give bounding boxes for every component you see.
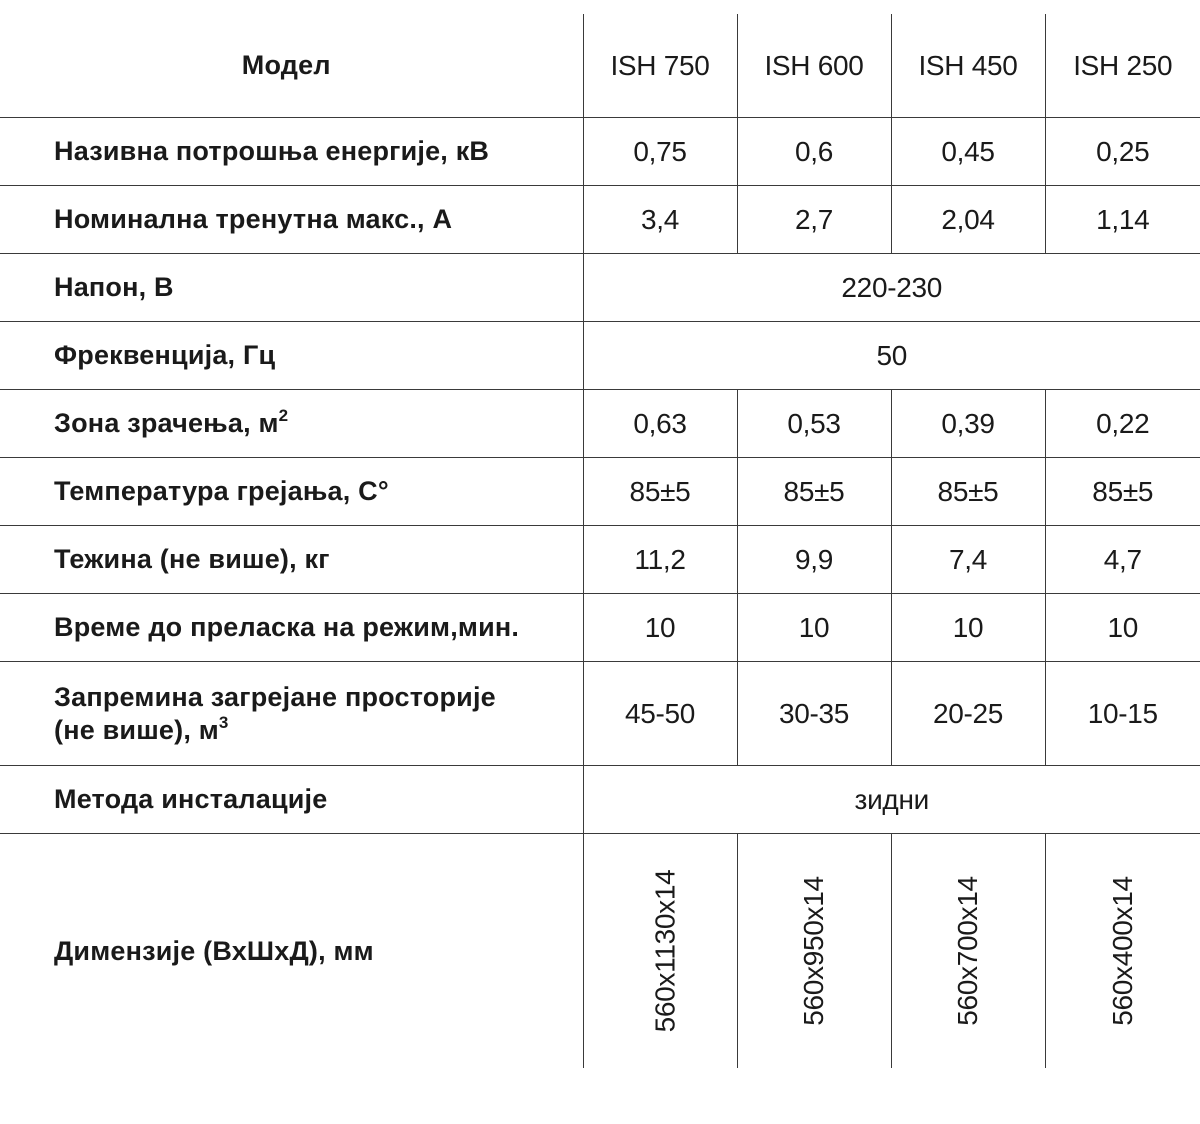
table-row [0,118,1200,186]
row-label: Називна потрошња енергије, кВ [0,118,583,186]
dimension-value: 560x950x14 [798,876,829,1026]
table-row [0,834,1200,1069]
value-cell: 45-50 [583,662,737,766]
value-cell: 7,4 [891,526,1045,594]
row-label-text: Зона зрачења, м [54,408,279,438]
row-label: Напон, В [0,254,583,322]
specifications-table [0,14,1200,1068]
table-row [0,254,1200,322]
row-label [0,390,583,458]
row-label: Тежина (не више), кг [0,526,583,594]
value-cell: 0,75 [583,118,737,186]
row-label: Време до преласка на режим,мин. [0,594,583,662]
row-label: Метода инсталације [0,766,583,834]
superscript: 2 [278,406,289,425]
value-cell: 0,63 [583,390,737,458]
table-row [0,458,1200,526]
superscript: 3 [218,712,229,732]
value-cell: 85±5 [891,458,1045,526]
value-cell: 85±5 [737,458,891,526]
table-row [0,390,1200,458]
dimension-cell [737,834,891,1069]
value-cell: 0,25 [1045,118,1200,186]
value-cell: 10-15 [1045,662,1200,766]
value-cell: 2,7 [737,186,891,254]
model-cell: ISH 750 [583,14,737,118]
table-row [0,186,1200,254]
model-cell: ISH 600 [737,14,891,118]
header-row [0,14,1200,118]
row-label: Фреквенција, Гц [0,322,583,390]
value-cell: 0,45 [891,118,1045,186]
row-label-line-2: (не више), м [54,714,219,745]
dimension-cell [583,834,737,1069]
value-cell: 1,14 [1045,186,1200,254]
value-cell: 0,53 [737,390,891,458]
dimension-cell [891,834,1045,1069]
dimension-value: 560x400x14 [1106,876,1138,1026]
header-model-label: Модел [0,14,583,118]
value-cell: 20-25 [891,662,1045,766]
value-cell: 30-35 [737,662,891,766]
value-cell: 9,9 [737,526,891,594]
value-cell: 10 [891,594,1045,662]
value-cell: 10 [737,594,891,662]
value-cell: 0,22 [1045,390,1200,458]
value-cell: 10 [583,594,737,662]
value-cell: 85±5 [583,458,737,526]
value-cell: 0,39 [891,390,1045,458]
value-cell: 10 [1045,594,1200,662]
row-label: Димензије (ВхШхД), мм [54,935,374,966]
row-label: Номинална тренутна макс., А [0,186,583,254]
merged-value-cell: зидни [583,766,1200,834]
value-cell: 85±5 [1045,458,1200,526]
value-cell: 3,4 [583,186,737,254]
value-cell: 0,6 [737,118,891,186]
dimension-cell [1045,834,1200,1069]
row-label-line-1: Запремина загрејане просторије [54,681,496,712]
value-cell: 2,04 [891,186,1045,254]
table-row [0,594,1200,662]
table-row [0,662,1200,766]
merged-value-cell: 220-230 [583,254,1200,322]
merged-value-cell: 50 [583,322,1200,390]
table-row [0,322,1200,390]
table-row [0,526,1200,594]
dimension-value: 560x700x14 [952,876,983,1026]
model-cell: ISH 450 [891,14,1045,118]
model-cell: ISH 250 [1045,14,1200,118]
table-row [0,766,1200,834]
row-label [0,662,583,766]
value-cell: 11,2 [583,526,737,594]
dimension-value: 560x1130x14 [648,869,680,1033]
row-label: Температура грејања, С° [0,458,583,526]
value-cell: 4,7 [1045,526,1200,594]
